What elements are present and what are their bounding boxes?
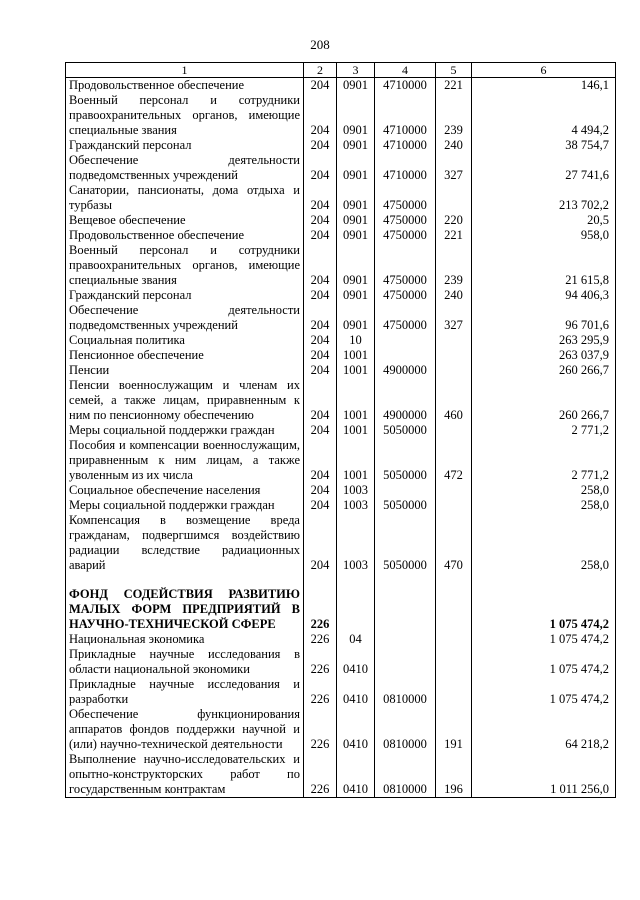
- item-name-cell: Выполнение научно-исследовательских и опытно-конструкторских работ по государственным контрактам: [66, 752, 304, 798]
- ministry-code-cell: 204: [304, 363, 337, 378]
- table-row: [66, 348, 616, 363]
- ministry-code-cell: 204: [304, 348, 337, 363]
- target-article-code-cell: 4750000: [375, 243, 436, 288]
- table-row: [66, 228, 616, 243]
- ministry-code-cell: 204: [304, 378, 337, 423]
- table-row: [66, 647, 616, 677]
- amount-cell: 258,0: [472, 498, 616, 513]
- target-article-code-cell: [375, 647, 436, 677]
- ministry-code-cell: 204: [304, 153, 337, 183]
- amount-cell: 258,0: [472, 513, 616, 573]
- expense-type-code-cell: 327: [436, 153, 472, 183]
- amount-cell: 20,5: [472, 213, 616, 228]
- expense-type-code-cell: [436, 498, 472, 513]
- target-article-code-cell: 4710000: [375, 153, 436, 183]
- table-row: [66, 423, 616, 438]
- table-row: [66, 498, 616, 513]
- expense-type-code-cell: [436, 677, 472, 707]
- table-row: [66, 677, 616, 707]
- table-row: [66, 438, 616, 483]
- section-code-cell: 10: [337, 333, 375, 348]
- amount-cell: 263 037,9: [472, 348, 616, 363]
- item-name-cell: Социальная политика: [66, 333, 304, 348]
- item-name-cell: Социальное обеспечение населения: [66, 483, 304, 498]
- target-article-code-cell: 4750000: [375, 303, 436, 333]
- expense-type-code-cell: 470: [436, 513, 472, 573]
- expense-type-code-cell: [436, 363, 472, 378]
- table-body: [66, 78, 616, 798]
- section-code-cell: 0901: [337, 243, 375, 288]
- amount-cell: 2 771,2: [472, 438, 616, 483]
- spacer-cell: [304, 573, 337, 587]
- ministry-code-cell: 226: [304, 647, 337, 677]
- ministry-code-cell: 204: [304, 423, 337, 438]
- expense-type-code-cell: [436, 587, 472, 632]
- item-name-cell: Прикладные научные исследования и разработки: [66, 677, 304, 707]
- section-code-cell: 1003: [337, 498, 375, 513]
- target-article-code-cell: 0810000: [375, 677, 436, 707]
- target-article-code-cell: 0810000: [375, 707, 436, 752]
- ministry-code-cell: 204: [304, 138, 337, 153]
- ministry-code-cell: 204: [304, 93, 337, 138]
- expense-type-code-cell: [436, 183, 472, 213]
- target-article-code-cell: [375, 587, 436, 632]
- expense-type-code-cell: [436, 647, 472, 677]
- expense-type-code-cell: 472: [436, 438, 472, 483]
- amount-cell: 260 266,7: [472, 363, 616, 378]
- spacer-cell: [472, 573, 616, 587]
- expense-type-code-cell: 220: [436, 213, 472, 228]
- expense-type-code-cell: 239: [436, 243, 472, 288]
- table-row: [66, 333, 616, 348]
- item-name-cell: Военный персонал и сотрудники правоохранительных органов, имеющие специальные звания: [66, 93, 304, 138]
- item-name-cell: Пенсии: [66, 363, 304, 378]
- item-name-cell: Меры социальной поддержки граждан: [66, 498, 304, 513]
- item-name-cell: Гражданский персонал: [66, 138, 304, 153]
- target-article-code-cell: 4750000: [375, 213, 436, 228]
- item-name-cell: Пенсионное обеспечение: [66, 348, 304, 363]
- ministry-code-cell: 226: [304, 677, 337, 707]
- item-name-cell: ФОНД СОДЕЙСТВИЯ РАЗВИТИЮ МАЛЫХ ФОРМ ПРЕДПРИЯТИЙ В НАУЧНО-ТЕХНИЧЕСКОЙ СФЕРЕ: [66, 587, 304, 632]
- item-name-cell: Обеспечение функционирования аппаратов фондов поддержки научной и (или) научно-технической деятельности: [66, 707, 304, 752]
- table-row: [66, 243, 616, 288]
- table-row: [66, 513, 616, 573]
- ministry-code-cell: 204: [304, 288, 337, 303]
- item-name-cell: Пособия и компенсации военнослужащим, приравненным к ним лицам, а также уволенным из их числа: [66, 438, 304, 483]
- target-article-code-cell: 4900000: [375, 363, 436, 378]
- table-row: [66, 752, 616, 798]
- target-article-code-cell: 5050000: [375, 438, 436, 483]
- amount-cell: 263 295,9: [472, 333, 616, 348]
- item-name-cell: Санатории, пансионаты, дома отдыха и турбазы: [66, 183, 304, 213]
- spacer-cell: [436, 573, 472, 587]
- amount-cell: 1 075 474,2: [472, 677, 616, 707]
- ministry-code-cell: 204: [304, 228, 337, 243]
- expense-type-code-cell: 196: [436, 752, 472, 798]
- item-name-cell: Обеспечение деятельности подведомственных учреждений: [66, 153, 304, 183]
- amount-cell: 958,0: [472, 228, 616, 243]
- amount-cell: 146,1: [472, 78, 616, 94]
- amount-cell: 1 075 474,2: [472, 647, 616, 677]
- amount-cell: 2 771,2: [472, 423, 616, 438]
- section-code-cell: 1003: [337, 513, 375, 573]
- expense-type-code-cell: 221: [436, 228, 472, 243]
- table-row: [66, 632, 616, 647]
- ministry-code-cell: 204: [304, 438, 337, 483]
- target-article-code-cell: 0810000: [375, 752, 436, 798]
- table-row: [66, 213, 616, 228]
- column-header-2: 2: [304, 63, 337, 78]
- section-code-cell: 0410: [337, 677, 375, 707]
- target-article-code-cell: 4750000: [375, 288, 436, 303]
- section-code-cell: [337, 587, 375, 632]
- ministry-code-cell: 204: [304, 333, 337, 348]
- expense-type-code-cell: 191: [436, 707, 472, 752]
- page-number: 208: [310, 37, 330, 52]
- table-row: [66, 183, 616, 213]
- column-header-1: 1: [66, 63, 304, 78]
- amount-cell: 1 075 474,2: [472, 632, 616, 647]
- section-code-cell: 0901: [337, 288, 375, 303]
- target-article-code-cell: 4710000: [375, 138, 436, 153]
- amount-cell: 96 701,6: [472, 303, 616, 333]
- column-header-3: 3: [337, 63, 375, 78]
- ministry-code-cell: 226: [304, 707, 337, 752]
- expense-type-code-cell: 240: [436, 288, 472, 303]
- ministry-code-cell: 226: [304, 632, 337, 647]
- table-row: [66, 483, 616, 498]
- amount-cell: 1 075 474,2: [472, 587, 616, 632]
- target-article-code-cell: [375, 348, 436, 363]
- section-code-cell: 0901: [337, 303, 375, 333]
- section-code-cell: 0901: [337, 78, 375, 94]
- expense-type-code-cell: 221: [436, 78, 472, 94]
- budget-table: [65, 62, 616, 798]
- spacer-cell: [337, 573, 375, 587]
- target-article-code-cell: 4750000: [375, 183, 436, 213]
- section-code-cell: 0410: [337, 707, 375, 752]
- item-name-cell: Прикладные научные исследования в области национальной экономики: [66, 647, 304, 677]
- amount-cell: 38 754,7: [472, 138, 616, 153]
- ministry-code-cell: 204: [304, 303, 337, 333]
- section-code-cell: 1001: [337, 363, 375, 378]
- target-article-code-cell: 5050000: [375, 513, 436, 573]
- item-name-cell: Продовольственное обеспечение: [66, 78, 304, 94]
- target-article-code-cell: 5050000: [375, 423, 436, 438]
- expense-type-code-cell: 240: [436, 138, 472, 153]
- expense-type-code-cell: 327: [436, 303, 472, 333]
- ministry-code-cell: 226: [304, 752, 337, 798]
- ministry-code-cell: 204: [304, 483, 337, 498]
- target-article-code-cell: 4900000: [375, 378, 436, 423]
- spacer-row: [66, 573, 616, 587]
- table-row: [66, 363, 616, 378]
- amount-cell: 258,0: [472, 483, 616, 498]
- amount-cell: 1 011 256,0: [472, 752, 616, 798]
- amount-cell: 4 494,2: [472, 93, 616, 138]
- column-header-4: 4: [375, 63, 436, 78]
- expense-type-code-cell: [436, 348, 472, 363]
- expense-type-code-cell: [436, 483, 472, 498]
- amount-cell: 21 615,8: [472, 243, 616, 288]
- item-name-cell: Вещевое обеспечение: [66, 213, 304, 228]
- target-article-code-cell: 4750000: [375, 228, 436, 243]
- item-name-cell: Национальная экономика: [66, 632, 304, 647]
- table-row: [66, 93, 616, 138]
- column-header-6: 6: [472, 63, 616, 78]
- item-name-cell: Военный персонал и сотрудники правоохранительных органов, имеющие специальные звания: [66, 243, 304, 288]
- item-name-cell: Пенсии военнослужащим и членам их семей, а также лицам, приравненным к ним по пенсионному обеспечению: [66, 378, 304, 423]
- column-header-5: 5: [436, 63, 472, 78]
- ministry-code-cell: 204: [304, 78, 337, 94]
- section-code-cell: 0901: [337, 228, 375, 243]
- expense-type-code-cell: 239: [436, 93, 472, 138]
- target-article-code-cell: 4710000: [375, 93, 436, 138]
- amount-cell: 213 702,2: [472, 183, 616, 213]
- ministry-code-cell: 226: [304, 587, 337, 632]
- expense-type-code-cell: [436, 333, 472, 348]
- table-row: [66, 587, 616, 632]
- ministry-code-cell: 204: [304, 498, 337, 513]
- target-article-code-cell: 5050000: [375, 498, 436, 513]
- section-code-cell: 04: [337, 632, 375, 647]
- table-row: [66, 138, 616, 153]
- ministry-code-cell: 204: [304, 183, 337, 213]
- target-article-code-cell: [375, 333, 436, 348]
- item-name-cell: Гражданский персонал: [66, 288, 304, 303]
- spacer-cell: [375, 573, 436, 587]
- section-code-cell: 0901: [337, 183, 375, 213]
- ministry-code-cell: 204: [304, 213, 337, 228]
- spacer-cell: [66, 573, 304, 587]
- expense-type-code-cell: 460: [436, 378, 472, 423]
- table-row: [66, 707, 616, 752]
- section-code-cell: 0901: [337, 213, 375, 228]
- section-code-cell: 1001: [337, 348, 375, 363]
- target-article-code-cell: [375, 632, 436, 647]
- amount-cell: 64 218,2: [472, 707, 616, 752]
- target-article-code-cell: [375, 483, 436, 498]
- table-row: [66, 153, 616, 183]
- table-row: [66, 303, 616, 333]
- amount-cell: 260 266,7: [472, 378, 616, 423]
- section-code-cell: 0410: [337, 647, 375, 677]
- ministry-code-cell: 204: [304, 513, 337, 573]
- ministry-code-cell: 204: [304, 243, 337, 288]
- section-code-cell: 1003: [337, 483, 375, 498]
- section-code-cell: 1001: [337, 423, 375, 438]
- table-header-row: [66, 63, 616, 78]
- table-row: [66, 78, 616, 94]
- item-name-cell: Продовольственное обеспечение: [66, 228, 304, 243]
- amount-cell: 27 741,6: [472, 153, 616, 183]
- section-code-cell: 0901: [337, 153, 375, 183]
- section-code-cell: 1001: [337, 378, 375, 423]
- section-code-cell: 0901: [337, 138, 375, 153]
- item-name-cell: Обеспечение деятельности подведомственных учреждений: [66, 303, 304, 333]
- item-name-cell: Компенсация в возмещение вреда гражданам, подвергшимся воздействию радиации вследствие радиационных аварий: [66, 513, 304, 573]
- table-row: [66, 378, 616, 423]
- expense-type-code-cell: [436, 423, 472, 438]
- section-code-cell: 0410: [337, 752, 375, 798]
- section-code-cell: 0901: [337, 93, 375, 138]
- expense-type-code-cell: [436, 632, 472, 647]
- table-row: [66, 288, 616, 303]
- amount-cell: 94 406,3: [472, 288, 616, 303]
- section-code-cell: 1001: [337, 438, 375, 483]
- item-name-cell: Меры социальной поддержки граждан: [66, 423, 304, 438]
- target-article-code-cell: 4710000: [375, 78, 436, 94]
